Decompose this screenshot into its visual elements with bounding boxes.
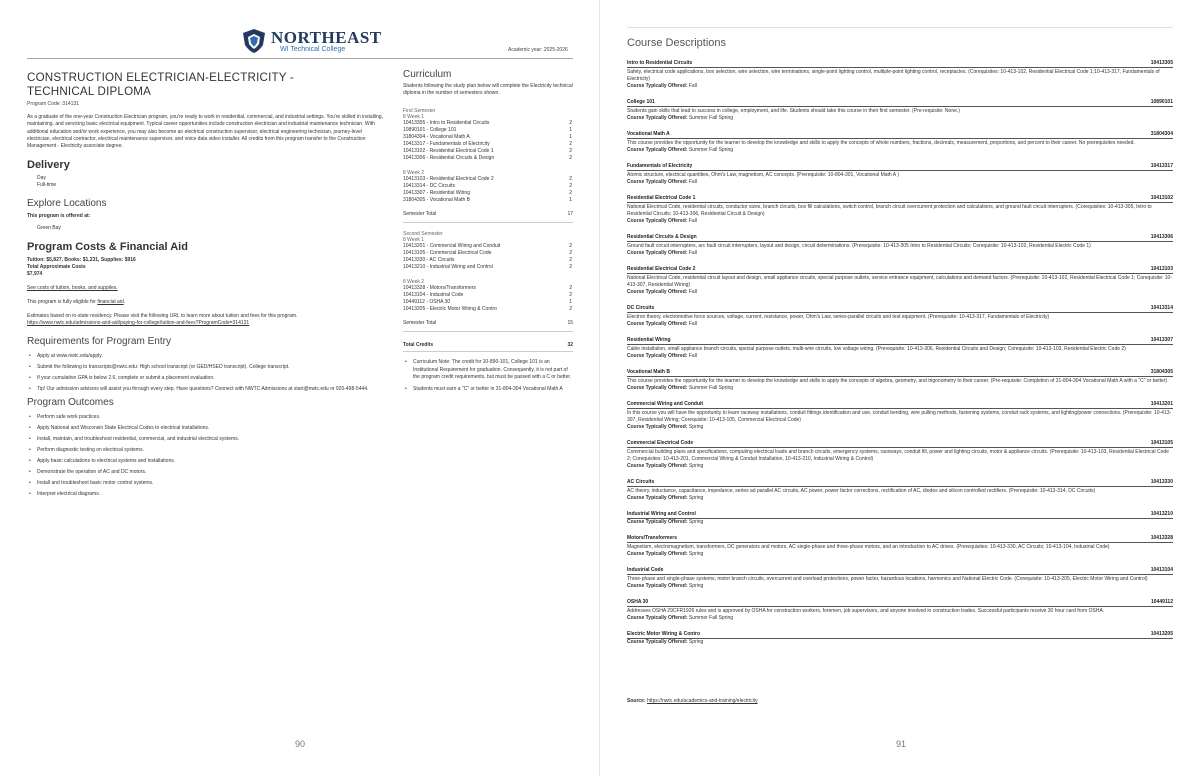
course-title: AC Circuits [627, 479, 655, 485]
logo-name: NORTHEAST [271, 28, 382, 47]
course-offered-label: Course Typically Offered: [627, 519, 688, 525]
course-offered-value: Fall [688, 218, 697, 224]
course-description-header [627, 305, 1173, 313]
list-item: • Submit the following to transcripts@nwtc.edu: High school transcript (or GED/HSED transcript). College transcript. [27, 364, 387, 371]
course-name: 10413105 - Commercial Electrical Code [403, 250, 492, 256]
list-item: • Install, maintain, and troubleshoot residential, commercial, and industrial electrical systems. [27, 436, 387, 443]
course-name: 10413104 - Industrial Code [403, 292, 464, 298]
course-description-header [627, 195, 1173, 203]
course-offered-value: Spring [688, 551, 704, 557]
semester-divider [403, 222, 573, 223]
tuition-line: Tuition: $5,827, Books: $1,231, Supplies: $916 [27, 257, 136, 264]
course-offered [627, 519, 1173, 526]
course-row [403, 134, 573, 141]
semester-title: Second Semester [403, 231, 443, 237]
course-description-header [627, 60, 1173, 68]
course-description [627, 599, 1173, 622]
course-description [627, 234, 1173, 257]
locations-heading: Explore Locations [27, 198, 107, 210]
course-offered [627, 385, 1173, 392]
course-text: Magnetism, electromagnetism, transformers, DC generators and motors, AC single-phase and three-phase motors, and an introduction to AC drives. (Prerequisites: 10-413-330, AC Circuits; 10-413-104, Industrial Code) [627, 544, 1110, 550]
course-code: 10413103 [1150, 266, 1173, 272]
course-code: 10413305 [1150, 60, 1173, 66]
delivery-item: Full-time [37, 182, 57, 189]
course-credits: 2 [569, 190, 572, 196]
course-description-header [627, 99, 1173, 107]
course-offered-label: Course Typically Offered: [627, 83, 688, 89]
week-title: 8 Week 2 [403, 279, 425, 285]
course-offered-label: Course Typically Offered: [627, 250, 688, 256]
course-credits: 2 [569, 243, 572, 249]
course-code: 10413104 [1150, 567, 1173, 573]
course-row [403, 306, 573, 313]
course-text: Atomic structure, electrical quantities, Ohm's Law, magnetism, AC concepts. (Prerequisite: 10-804-301, Vocational Math A ) [627, 172, 899, 178]
course-text: Three-phase and single-phase systems, motor branch circuits, overcurrent and overload protections, power factor, hazardous locations, harmonics and National Electric Code. (Corequisite: 10-413-205, Electric Motor Wiring and Control) [627, 576, 1148, 582]
course-code: 10413210 [1150, 511, 1173, 517]
course-credits: 2 [569, 120, 572, 126]
list-item: • Install and troubleshoot basic motor control systems. [27, 480, 387, 487]
course-code: 10413205 [1150, 631, 1173, 637]
course-text: This course provides the opportunity for the learner to develop the knowledge and skills to apply the concepts of whole numbers, fractions, decimals, measurement, proportions, and percent to their career. No prerequisites needed. [627, 140, 1135, 146]
course-description [627, 631, 1173, 646]
course-description [627, 163, 1173, 186]
course-offered-value: Fall [688, 250, 697, 256]
course-title: Fundamentals of Electricity [627, 163, 693, 169]
course-name: 31804305 - Vocational Math B [403, 197, 470, 203]
source-label: Source: [627, 698, 646, 704]
course-name: 10413330 - AC Circuits [403, 257, 455, 263]
course-offered [627, 321, 1173, 328]
course-descriptions-list [627, 60, 1173, 655]
course-credits: 2 [569, 141, 572, 147]
course-list [403, 285, 573, 313]
course-name: 10413306 - Residential Circuits & Design [403, 155, 495, 161]
course-offered-label: Course Typically Offered: [627, 179, 688, 185]
course-description [627, 535, 1173, 558]
course-row [403, 141, 573, 148]
course-offered-value: Fall [688, 321, 697, 327]
course-code: 10413328 [1150, 535, 1173, 541]
course-offered-label: Course Typically Offered: [627, 147, 688, 153]
course-offered-value: Spring [688, 424, 704, 430]
course-name: 10413103 - Residential Electrical Code 2 [403, 176, 494, 182]
course-description-header [627, 163, 1173, 171]
course-description [627, 369, 1173, 392]
course-row [403, 155, 573, 162]
shield-logo-icon [242, 28, 266, 54]
college-logo [242, 28, 382, 56]
delivery-item: Day [37, 175, 46, 182]
course-offered-value: Spring [688, 583, 704, 589]
course-description [627, 305, 1173, 328]
semester-total-label: Semester Total [403, 211, 437, 217]
course-offered-value: Fall [688, 179, 697, 185]
course-offered-label: Course Typically Offered: [627, 615, 688, 621]
course-description [627, 479, 1173, 502]
semester-total-value: 15 [567, 320, 573, 326]
tuition-url-link[interactable]: https://www.nwtc.edu/admissions-and-aid/paying-for-college/tuition-and-fees?ProgramCode=314131 [27, 320, 250, 327]
curriculum-note: • Curriculum Note: The credit for 10-890-101, College 101 is an Institutional Requirement for graduation. Consequently, it is not part of the program credit requirements, but must be passed with a C or better. [403, 359, 573, 382]
course-list [403, 120, 573, 162]
course-title: Intro to Residential Circuits [627, 60, 693, 66]
course-row [403, 257, 573, 264]
course-offered-label: Course Typically Offered: [627, 463, 688, 469]
course-text: Safety, electrical code applications, box selection, wire selection, wire terminations, single-point lighting control, multiple-point lighting control, receptacles. (Corequisites: 10-413-102, Residential Electrical Code 1;10-413-317, Fundamentals of Electricity) [627, 69, 1160, 82]
course-code: 10413102 [1150, 195, 1173, 201]
course-row [403, 183, 573, 190]
costs-heading: Program Costs & Financial Aid [27, 241, 188, 254]
semester-total [403, 211, 573, 217]
curriculum-heading: Curriculum [403, 69, 452, 80]
course-offered-value: Fall [688, 289, 697, 295]
course-offered [627, 463, 1173, 470]
course-offered-value: Spring [688, 519, 704, 525]
delivery-heading: Delivery [27, 159, 70, 172]
course-code: 31804305 [1150, 369, 1173, 375]
course-description-header [627, 266, 1173, 274]
course-offered-value: Summer Fall Spring [688, 147, 734, 153]
course-code: 31804304 [1150, 131, 1173, 137]
course-name: 10413305 - Intro to Residential Circuits [403, 120, 490, 126]
requirements-list [27, 353, 387, 393]
course-row [403, 243, 573, 250]
list-item: • Demonstrate the operation of AC and DC motors. [27, 469, 387, 476]
course-row [403, 120, 573, 127]
course-name: 10413328 - Motors/Transformers [403, 285, 476, 291]
course-row [403, 285, 573, 292]
course-name: 10413201 - Commercial Wiring and Conduit [403, 243, 501, 249]
course-text: AC theory, inductance, capacitance, impedance, series ad parallel AC circuits, AC power, power factor corrections, rectification of AC, diodes and silicon controlled rectifiers. (Prerequisite: 10-413-314, DC Circuits) [627, 488, 1096, 494]
course-text: Ground fault circuit interrupters, arc fault circuit interrupters, layout and design, circuit determinations. (Prerequisite: 10-413-305 Intro to Residential Circuits; Corequisite: 10-413-102, Residential Electric Code 1) [627, 243, 1091, 249]
course-offered-label: Course Typically Offered: [627, 424, 688, 430]
course-offered [627, 115, 1173, 122]
course-code: 10413317 [1150, 163, 1173, 169]
course-description-header [627, 535, 1173, 543]
course-credits: 2 [569, 176, 572, 182]
course-name: 10413307 - Residential Wiring [403, 190, 470, 196]
course-title: Residential Electrical Code 2 [627, 266, 696, 272]
course-credits: 1 [569, 134, 572, 140]
total-costs-label: Total Approximate Costs [27, 264, 86, 271]
list-item: • Interpret electrical diagrams. [27, 491, 387, 498]
course-credits: 2 [569, 155, 572, 161]
course-description [627, 99, 1173, 122]
total-credits [403, 342, 573, 348]
program-title-line2: TECHNICAL DIPLOMA [27, 85, 152, 98]
course-name: 10449112 - OSHA 30 [403, 299, 451, 305]
total-costs-value: $7,974 [27, 271, 43, 278]
course-title: College 101 [627, 99, 655, 105]
program-code: Program Code: 314131 [27, 101, 79, 107]
course-offered [627, 147, 1173, 154]
program-intro: As a graduate of the one-year Construction Electrician program, you're ready to work in residential, commercial, and industrial settings. You're skilled in installing, maintaining, and servicing basic electrical equipment. Typical career opportunities include construction electrician and industrial maintenance technician. With additional education and/or work experience, you may also become an electrical construction supervisor, electrical engineering technician, journey-level electrician, electrical contractor, electrical maintenance supervisor, and voice data video installer. All credits from this program transfer to the Construction Management - Electricity associate degree. [27, 114, 383, 150]
source-link[interactable]: https://nwtc.edu/academics-and-training/electricity [647, 698, 758, 704]
program-title-line1: CONSTRUCTION ELECTRICIAN-ELECTRICITY - [27, 71, 294, 84]
course-credits: 1 [569, 299, 572, 305]
course-credits: 2 [569, 264, 572, 270]
course-title: Residential Circuits & Design [627, 234, 697, 240]
course-offered-label: Course Typically Offered: [627, 218, 688, 224]
course-description [627, 567, 1173, 590]
semester-total [403, 320, 573, 326]
week-title: 8 Week 2 [403, 170, 425, 176]
course-text: Commercial building plans and specifications, computing electrical loads and branch circuits, emergency systems, raceways, conduit fill, power and lighting circuits, motor & appliance circuits. (Prerequisite: 10-413-103, Residential Electrical Code 2; Corequisites: 10-413-201, Commercial Wiring & Conduit Installation, 10-413-210, Industrial Wiring & Control) [627, 449, 1169, 462]
course-offered-value: Fall [688, 83, 697, 89]
course-title: Electric Motor Wiring & Contro [627, 631, 701, 637]
course-code: 10413105 [1150, 440, 1173, 446]
course-descriptions-heading: Course Descriptions [627, 37, 727, 49]
course-offered [627, 218, 1173, 225]
course-text: Electron theory, electromotive force sources, voltage, current, resistance, power, Ohm's Law, series-parallel circuits and test equipment. (Prerequisite: 10-413-317, Fundamentals of Electricity) [627, 314, 1050, 320]
list-item: • Tip! Our admission advisors will assist you through every step. Have questions? Connect with NWTC Admissions at start@nwtc.edu or 920-498-5444. [27, 386, 387, 393]
course-offered [627, 495, 1173, 502]
course-title: Residential Wiring [627, 337, 671, 343]
course-list [403, 243, 573, 271]
course-code: 10890101 [1150, 99, 1173, 105]
curriculum-intro: Students following the study plan below will complete the Electricity technical diploma in the number of semesters shown. [403, 83, 573, 96]
list-item: • Perform diagnostic testing on electrical systems. [27, 447, 387, 454]
course-text: National Electrical Code, residential circuits, conductor sizes, branch circuits, box fill calculations, switch control, branch circuit overcurrent protection and calculations, and ground fault circuit interrupters. (Corequisites: 10-413-305, Intro to Residential Circuits; 10-413-306, Residential Circuit & Design) [627, 204, 1152, 217]
course-code: 10449112 [1151, 599, 1173, 605]
page-number-right: 91 [896, 739, 907, 749]
curriculum-note: • Students must earn a "C" or better in 31-804-304 Vocational Math A [403, 386, 573, 394]
course-description-header [627, 234, 1173, 242]
financial-aid-line [27, 299, 387, 306]
course-row [403, 299, 573, 306]
semester-title: First Semester [403, 108, 436, 114]
course-name: 10413205 - Electric Motor Wiring & Contro [403, 306, 497, 312]
course-offered [627, 179, 1173, 186]
course-credits: 2 [569, 148, 572, 154]
course-offered [627, 250, 1173, 257]
course-offered [627, 583, 1173, 590]
week-title: 8 Week 1 [403, 114, 425, 120]
course-offered-value: Fall [688, 353, 697, 359]
list-item: • Apply basic calculations to electrical systems and installations. [27, 458, 387, 465]
course-offered-value: Spring [688, 639, 704, 645]
course-name: 31804304 - Vocational Math A [403, 134, 470, 140]
course-name: 10413210 - Industrial Wiring and Control [403, 264, 493, 270]
course-title: Vocational Math B [627, 369, 670, 375]
course-row [403, 292, 573, 299]
course-description [627, 195, 1173, 225]
course-description-header [627, 337, 1173, 345]
course-description [627, 337, 1173, 360]
course-code: 10413314 [1150, 305, 1173, 311]
course-text: Students gain skills that lead to success in college, employment, and life. Students should take this course in their first semester. (Pre-requisite: None.) [627, 108, 960, 114]
course-offered-value: Summer Fall Spring [688, 615, 734, 621]
course-offered [627, 83, 1173, 90]
see-costs-link[interactable]: See costs of tuition, books, and supplies. [27, 285, 118, 292]
course-offered-label: Course Typically Offered: [627, 583, 688, 589]
course-description-header [627, 401, 1173, 409]
course-description-header [627, 567, 1173, 575]
course-description-header [627, 479, 1173, 487]
course-description-header [627, 511, 1173, 519]
header-divider [27, 58, 573, 59]
list-item: • Apply at www.nwtc.edu/apply. [27, 353, 387, 360]
course-title: OSHA 30 [627, 599, 649, 605]
course-title: DC Circuits [627, 305, 655, 311]
academic-year: Academic year: 2025-2026 [508, 47, 568, 53]
semester-divider [403, 331, 573, 332]
course-credits: 2 [569, 183, 572, 189]
course-title: Industrial Code [627, 567, 664, 573]
course-offered [627, 353, 1173, 360]
list-item: • Apply National and Wisconsin State Electrical Codes to electrical installations. [27, 425, 387, 432]
course-text: Addresses OSHA 29CFR1926 rules and is approved by OSHA for construction workers, foremen, job supervisors, and anyone involved in construction trades. Successful participants receive 30 hour card from OSHA. [627, 608, 1105, 614]
logo-subtitle: WI Technical College [280, 46, 346, 53]
course-row [403, 190, 573, 197]
financial-aid-prefix: This program is fully eligible for [27, 299, 98, 306]
list-item: • Perform safe work practices. [27, 414, 387, 421]
course-title: Residential Electrical Code 1 [627, 195, 696, 201]
course-description [627, 440, 1173, 470]
financial-aid-suffix: . [123, 299, 126, 306]
course-title: Commercial Electrical Code [627, 440, 694, 446]
course-description [627, 60, 1173, 90]
week-title: 8 Week 1 [403, 237, 425, 243]
outcomes-heading: Program Outcomes [27, 397, 114, 409]
course-list [403, 176, 573, 204]
course-description [627, 266, 1173, 296]
course-code: 10413201 [1150, 401, 1173, 407]
program-title [27, 71, 387, 99]
course-row [403, 148, 573, 155]
course-offered-label: Course Typically Offered: [627, 115, 688, 121]
course-offered-label: Course Typically Offered: [627, 353, 688, 359]
course-text: This course provides the opportunity for the learner to develop the knowledge and skills to apply the concepts of algebra, geometry, and trigonometry to their career. (Pre-requisite: Completion of 31-804-304 Vocational Math A with a "C" or better) [627, 378, 1168, 384]
outcomes-list [27, 414, 387, 498]
course-offered-label: Course Typically Offered: [627, 289, 688, 295]
course-credits: 1 [569, 197, 572, 203]
right-page [600, 0, 1200, 776]
course-name: 10413314 - DC Circuits [403, 183, 455, 189]
course-description [627, 131, 1173, 154]
course-credits: 2 [569, 292, 572, 298]
cost-estimates-note: Estimates based on in-state residency. Please visit the following URL to learn more about tuition and fees for this program. [27, 313, 298, 320]
course-title: Commercial Wiring and Conduit [627, 401, 704, 407]
course-credits: 2 [569, 250, 572, 256]
course-offered [627, 639, 1173, 646]
course-code: 10413307 [1150, 337, 1173, 343]
course-description-header [627, 599, 1173, 607]
course-description-header [627, 440, 1173, 448]
program-column [27, 71, 387, 502]
course-text: National Electrical Code, residential circuit layout and design, small appliance circuits, special purpose outlets, service entrance equipment, calculations and demand factors. (Prerequisite: 10-413-102, Residential Electrical Code 1; Corequisite: 10-413-307, Residential Wiring) [627, 275, 1173, 288]
curriculum-column [403, 69, 573, 397]
course-offered-label: Course Typically Offered: [627, 495, 688, 501]
course-text: Cable installation, small appliance branch circuits, special purpose outlets, multi-wire circuits, low voltage wiring. (Prerequisite: 10-413-306, Residential Circuits and Design; Corequisite: 10-413-103, Residential Electric Code 2) [627, 346, 1126, 352]
course-title: Motors/Transformers [627, 535, 678, 541]
course-offered-label: Course Typically Offered: [627, 551, 688, 557]
course-credits: 2 [569, 306, 572, 312]
course-offered-value: Spring [688, 495, 704, 501]
list-item: • If your cumulative GPA is below 2.6, complete or submit a placement evaluation. [27, 375, 387, 382]
course-name: 10413317 - Fundamentals of Electricity [403, 141, 490, 147]
total-credits-value: 32 [567, 342, 573, 348]
course-description-header [627, 369, 1173, 377]
course-offered-label: Course Typically Offered: [627, 321, 688, 327]
course-credits: 2 [569, 257, 572, 263]
financial-aid-link[interactable]: financial aid [97, 299, 124, 306]
course-row [403, 264, 573, 271]
course-offered-label: Course Typically Offered: [627, 385, 688, 391]
course-offered [627, 289, 1173, 296]
course-offered [627, 424, 1173, 431]
semester-total-value: 17 [567, 211, 573, 217]
course-row [403, 197, 573, 204]
total-credits-label: Total Credits [403, 342, 434, 348]
semester-total-label: Semester Total [403, 320, 437, 326]
course-title: Vocational Math A [627, 131, 670, 137]
curriculum-notes [403, 359, 573, 393]
course-row [403, 176, 573, 183]
course-offered-value: Spring [688, 463, 704, 469]
course-text: In this course you will have the opportunity to learn raceway installations, conduit fittings identification and use, conduit bending, wire pulling methods, fastening systems, conduit rack systems, and lighting/power connections. (Prerequisite: 10-413-307, Residential Wiring; Corequisite: 10-413-105, Commercial Electrical Code) [627, 410, 1172, 423]
course-offered [627, 615, 1173, 622]
course-description [627, 511, 1173, 526]
source-line [627, 698, 758, 704]
page-number-left: 90 [295, 739, 306, 749]
course-credits: 1 [569, 127, 572, 133]
course-description-header [627, 631, 1173, 639]
header-divider [627, 27, 1173, 28]
course-description [627, 401, 1173, 431]
course-code: 10413330 [1150, 479, 1173, 485]
course-title: Industrial Wiring and Control [627, 511, 696, 517]
course-offered [627, 551, 1173, 558]
course-credits: 2 [569, 285, 572, 291]
offered-at-label: This program is offered at: [27, 213, 91, 220]
course-description-header [627, 131, 1173, 139]
requirements-heading: Requirements for Program Entry [27, 336, 171, 348]
location-item: Green Bay [37, 225, 61, 232]
course-row [403, 127, 573, 134]
course-code: 10413306 [1150, 234, 1173, 240]
course-name: 10890101 - College 101 [403, 127, 457, 133]
course-offered-label: Course Typically Offered: [627, 639, 688, 645]
course-offered-value: Summer Fall Spring [688, 115, 734, 121]
total-divider [403, 351, 573, 352]
course-row [403, 250, 573, 257]
course-offered-value: Summer Fall Spring [688, 385, 734, 391]
course-name: 10413102 - Residential Electrical Code 1 [403, 148, 494, 154]
